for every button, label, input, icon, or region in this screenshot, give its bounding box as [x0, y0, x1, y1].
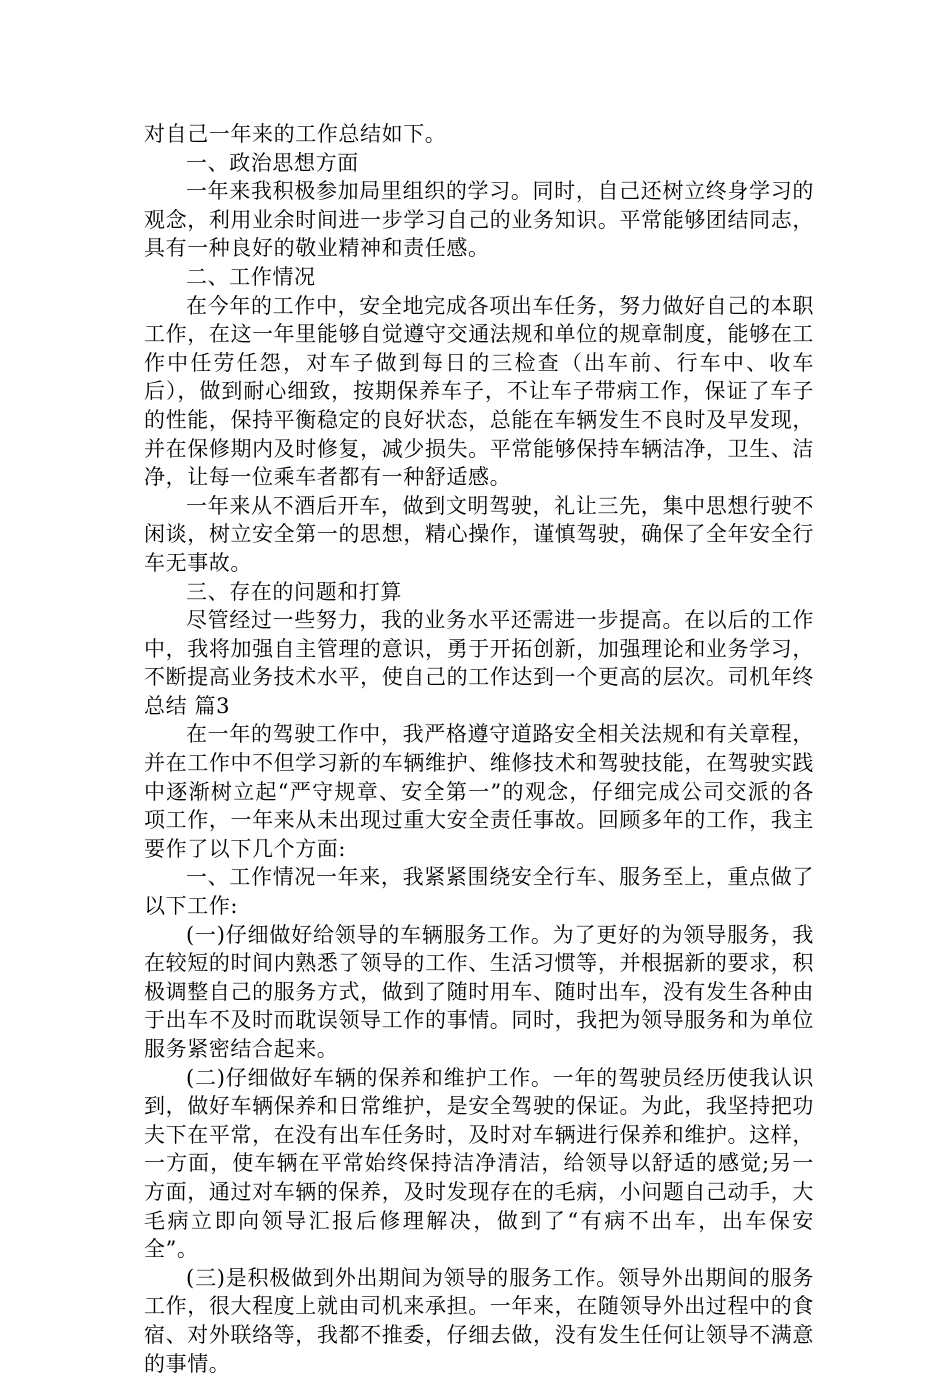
heading-work-situation: 二、工作情况: [186, 264, 316, 289]
paragraph-problems-plans: 尽管经过一些努力，我的业务水平还需进一步提高。在以后的工作中，我将加强自主管理的意识，勇于开拓创新，加强理论和业务学习，不断提高业务技术水平，使自己的工作达到一个更高的层次。司机年终总结 篇3: [144, 608, 814, 718]
heading-work-overview: 一、工作情况一年来，我紧紧围绕安全行车、服务至上，重点做了以下工作:: [144, 865, 814, 919]
heading-political-thought: 一、政治思想方面: [186, 150, 359, 175]
paragraph-leader-service: (一)仔细做好给领导的车辆服务工作。为了更好的为领导服务，我在较短的时间内熟悉了领导的工作、生活习惯等，并根据新的要求，积极调整自己的服务方式，做到了随时用车、随时出车，没有发生各种由于出车不及时而耽误领导工作的事情。同时，我把为领导服务和为单位服务紧密结合起来。: [144, 922, 814, 1061]
paragraph-work-situation: 在今年的工作中，安全地完成各项出车任务，努力做好自己的本职工作，在这一年里能够自觉遵守交通法规和单位的规章制度，能够在工作中任劳任怨，对车子做到每日的三检查（出车前、行车中、收车后），做到耐心细致，按期保养车子，不让车子带病工作，保证了车子的性能，保持平衡稳定的良好状态，总能在车辆发生不良时及早发现，并在保修期内及时修复，减少损失。平常能够保持车辆洁净，卫生、洁净，让每一位乘车者都有一种舒适感。: [144, 293, 814, 490]
paragraph-safe-driving: 一年来从不酒后开车，做到文明驾驶，礼让三先，集中思想行驶不闲谈，树立安全第一的思想，精心操作，谨慎驾驶，确保了全年安全行车无事故。: [144, 493, 814, 575]
paragraph-vehicle-maintenance: (二)仔细做好车辆的保养和维护工作。一年的驾驶员经历使我认识到，做好车辆保养和日常维护，是安全驾驶的保证。为此，我坚持把功夫下在平常，在没有出车任务时，及时对车辆进行保养和维护。这样，一方面，使车辆在平常始终保持洁净清洁，给领导以舒适的感觉;另一方面，通过对车辆的保养，及时发现存在的毛病，小问题自己动手，大毛病立即向领导汇报后修理解决，做到了“有病不出车，出车保安全”。: [144, 1065, 814, 1262]
document-body: [144, 120, 814, 1378]
paragraph-trip-service: (三)是积极做到外出期间为领导的服务工作。领导外出期间的服务工作，很大程度上就由司机来承担。一年来，在随领导外出过程中的食宿、对外联络等，我都不推委，仔细去做，没有发生任何让领导不满意的事情。: [144, 1265, 814, 1376]
paragraph-political-thought: 一年来我积极参加局里组织的学习。同时，自己还树立终身学习的观念，利用业余时间进一步学习自己的业务知识。平常能够团结同志，具有一种良好的敬业精神和责任感。: [144, 179, 814, 261]
paragraph-driving-year: 在一年的驾驶工作中，我严格遵守道路安全相关法规和有关章程，并在工作中不但学习新的车辆维护、维修技术和驾驶技能，在驾驶实践中逐渐树立起“严守规章、安全第一”的观念，仔细完成公司交派的各项工作，一年来从未出现过重大安全责任事故。回顾多年的工作，我主要作了以下几个方面:: [144, 722, 814, 861]
heading-problems-plans: 三、存在的问题和打算: [186, 579, 402, 604]
paragraph-intro: 对自己一年来的工作总结如下。: [144, 122, 447, 146]
